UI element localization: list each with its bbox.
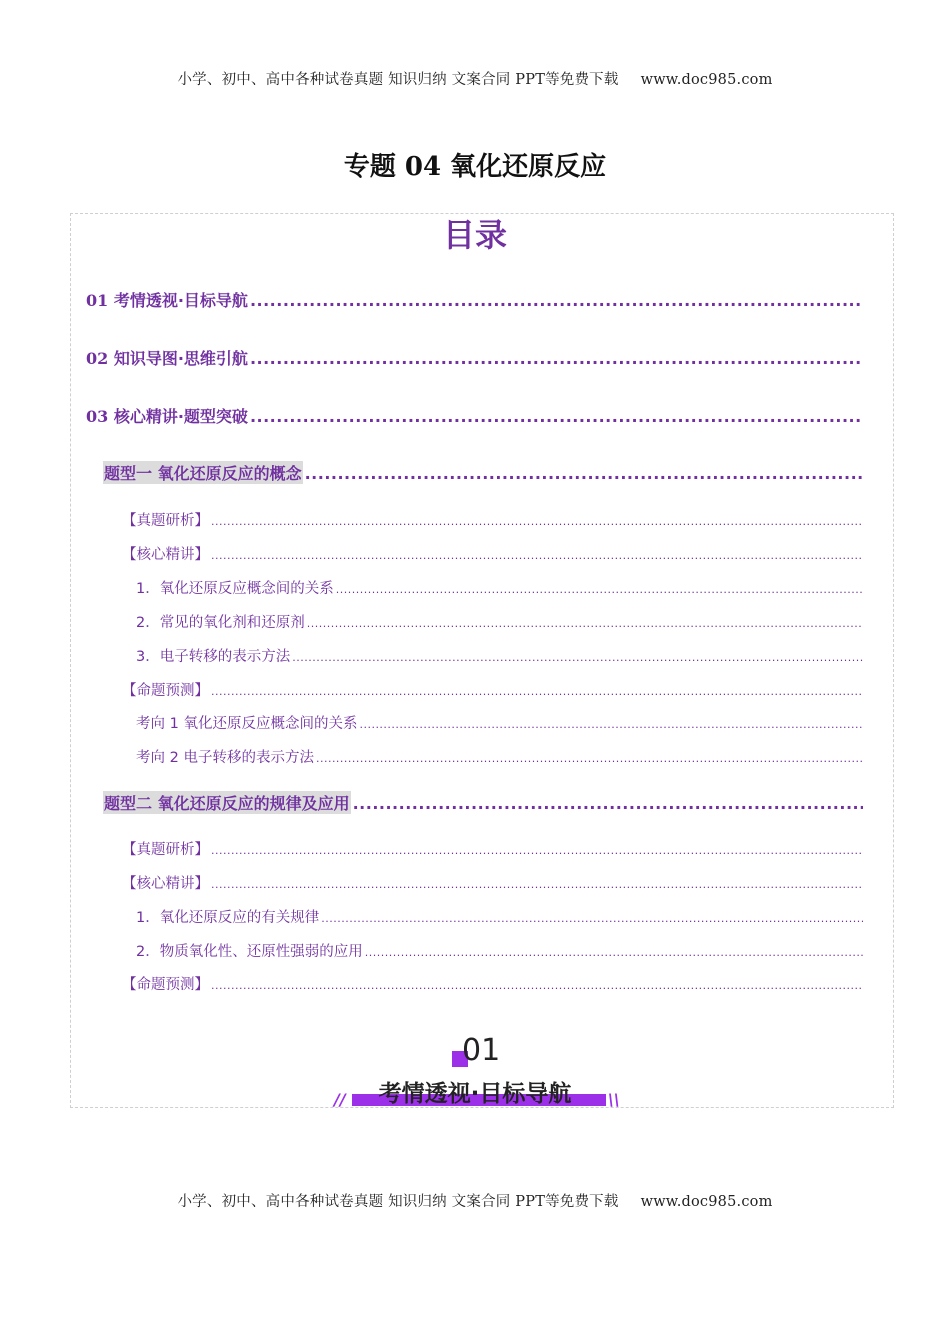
page-header xyxy=(0,68,950,89)
header-text: 小学、初中、高中各种试卷真题 知识归纳 文案合同 PPT等免费下载 xyxy=(177,72,619,88)
toc-item[interactable] xyxy=(122,543,863,564)
toc-leader xyxy=(321,910,863,926)
toc-section-03[interactable] xyxy=(86,404,863,427)
toc-item-label: 【真题研析】 xyxy=(122,842,209,858)
toc-type-label: 题型一 氧化还原反应的概念 xyxy=(103,461,303,484)
toc-item-label: 【命题预测】 xyxy=(122,977,209,993)
page-footer xyxy=(0,1190,950,1211)
toc-leader xyxy=(305,464,863,483)
toc-item[interactable] xyxy=(122,838,863,859)
banner-slash-right-icon: \\ xyxy=(608,1090,620,1109)
toc-item[interactable] xyxy=(122,509,863,530)
document-title xyxy=(0,146,950,183)
toc-item[interactable] xyxy=(122,872,863,893)
toc-leader xyxy=(336,581,863,597)
toc-type-label: 题型二 氧化还原反应的规律及应用 xyxy=(103,791,351,814)
toc-item-label: 考向 2 电子转移的表示方法 xyxy=(136,750,314,766)
toc-section-01[interactable] xyxy=(86,288,863,311)
toc-item[interactable] xyxy=(122,679,863,700)
header-site: www.doc985.com xyxy=(640,72,773,88)
toc-item-label: 3．电子转移的表示方法 xyxy=(136,649,291,665)
toc-item-label: 2．常见的氧化剂和还原剂 xyxy=(136,615,305,631)
toc-item-label: 考向 1 氧化还原反应概念间的关系 xyxy=(136,716,358,732)
toc-item[interactable] xyxy=(136,746,863,767)
title-number: 04 xyxy=(404,152,442,182)
title-suffix: 氧化还原反应 xyxy=(450,152,607,182)
banner-slash-left-icon: // xyxy=(334,1090,346,1109)
footer-site: www.doc985.com xyxy=(640,1194,773,1210)
toc-leader xyxy=(250,407,863,426)
toc-leader xyxy=(292,649,863,665)
toc-section-num: 03 xyxy=(86,407,109,426)
toc-type-1[interactable] xyxy=(103,461,863,484)
toc-leader xyxy=(211,683,863,699)
toc-heading: 目录 xyxy=(442,216,507,254)
toc-type-2[interactable] xyxy=(103,791,863,814)
toc-leader xyxy=(316,750,863,766)
toc-leader xyxy=(250,291,863,310)
toc-item-label: 【核心精讲】 xyxy=(122,547,209,563)
footer-text: 小学、初中、高中各种试卷真题 知识归纳 文案合同 PPT等免费下载 xyxy=(177,1194,619,1210)
toc-leader xyxy=(211,842,863,858)
toc-item[interactable] xyxy=(136,577,863,598)
toc-leader xyxy=(250,349,863,368)
toc-item-label: 2．物质氧化性、还原性强弱的应用 xyxy=(136,944,363,960)
toc-leader xyxy=(307,615,863,631)
toc-leader xyxy=(211,513,863,529)
toc-leader xyxy=(211,876,863,892)
toc-item-label: 【命题预测】 xyxy=(122,683,209,699)
toc-item[interactable] xyxy=(136,645,863,666)
toc-section-label: 知识导图·思维引航 xyxy=(113,349,248,368)
toc-section-label: 考情透视·目标导航 xyxy=(113,291,248,310)
toc-item[interactable] xyxy=(136,940,863,961)
toc-item-label: 1．氧化还原反应的有关规律 xyxy=(136,910,320,926)
banner-title: 考情透视·目标导航 xyxy=(378,1081,572,1107)
toc-item[interactable] xyxy=(122,973,863,994)
toc-leader xyxy=(353,794,863,813)
toc-section-label: 核心精讲·题型突破 xyxy=(113,407,248,426)
toc-section-02[interactable] xyxy=(86,346,863,369)
toc-leader xyxy=(359,716,863,732)
toc-leader xyxy=(211,547,863,563)
toc-item-label: 【核心精讲】 xyxy=(122,876,209,892)
toc-item[interactable] xyxy=(136,611,863,632)
toc-leader xyxy=(365,944,863,960)
toc-leader xyxy=(211,977,863,993)
toc-section-num: 01 xyxy=(86,291,109,310)
toc-item[interactable] xyxy=(136,712,863,733)
title-prefix: 专题 xyxy=(343,152,396,182)
toc-item-label: 1．氧化还原反应概念间的关系 xyxy=(136,581,334,597)
toc-section-num: 02 xyxy=(86,349,109,368)
toc-item-label: 【真题研析】 xyxy=(122,513,209,529)
banner-number: 01 xyxy=(462,1033,501,1068)
toc-item[interactable] xyxy=(136,906,863,927)
